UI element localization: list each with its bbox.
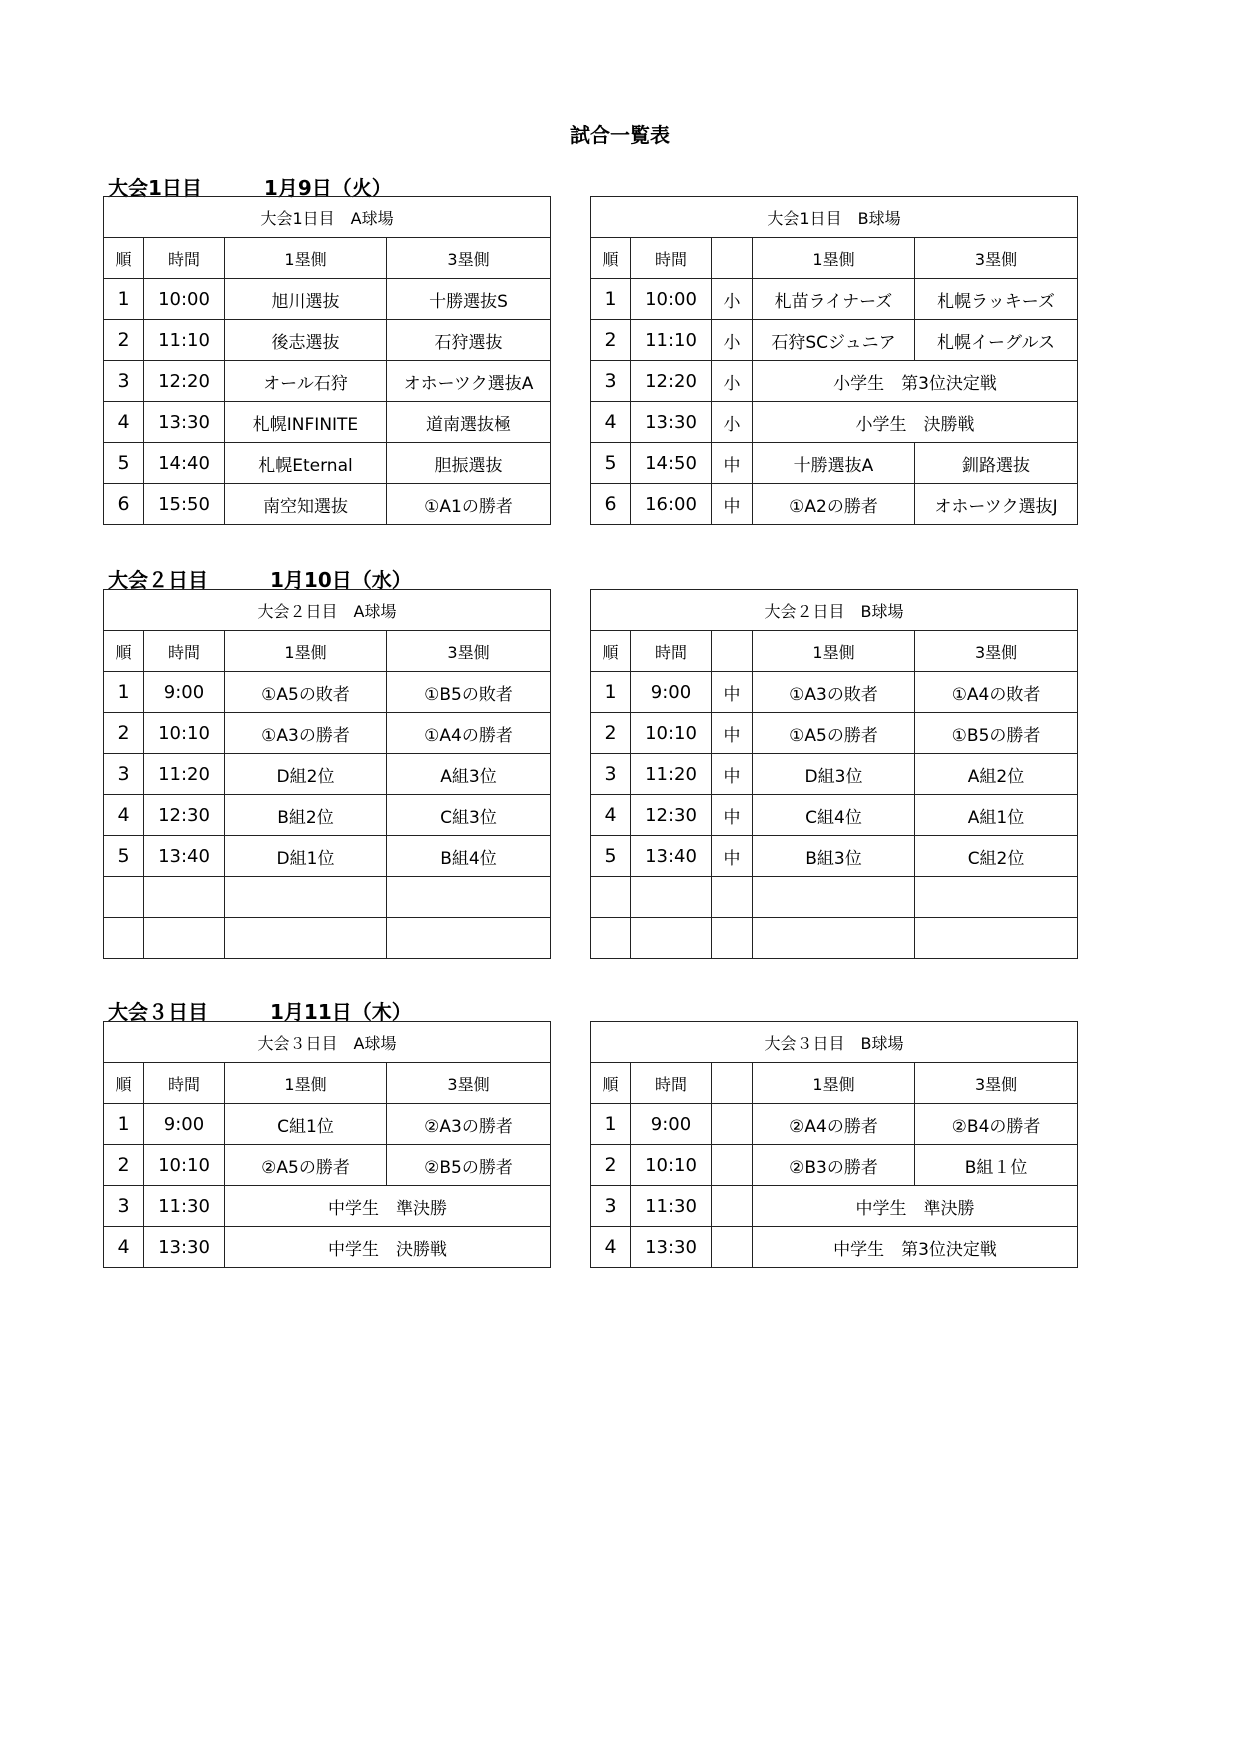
col-header-first-base: 1塁側 bbox=[753, 1063, 915, 1104]
match-time: 13:30 bbox=[144, 1227, 225, 1268]
col-header-first-base: 1塁側 bbox=[753, 631, 915, 672]
match-description: 小学生 決勝戦 bbox=[753, 402, 1078, 443]
schedule-table-b bbox=[590, 196, 1078, 525]
col-header-time: 時間 bbox=[144, 238, 225, 279]
col-header-time: 時間 bbox=[144, 631, 225, 672]
day-date: 1月11日（木） bbox=[270, 1000, 412, 1024]
match-description: 中学生 決勝戦 bbox=[225, 1227, 551, 1268]
match-number: 5 bbox=[104, 443, 144, 484]
table-row bbox=[591, 672, 1078, 713]
division-badge bbox=[712, 1145, 753, 1186]
first-base-team: 石狩SCジュニア bbox=[753, 320, 915, 361]
match-number: 3 bbox=[104, 1186, 144, 1227]
table-row bbox=[104, 1186, 551, 1227]
first-base-team: 札幌Eternal bbox=[225, 443, 387, 484]
third-base-team: ①A4の勝者 bbox=[387, 713, 551, 754]
col-header-order: 順 bbox=[104, 1063, 144, 1104]
col-header-first-base: 1塁側 bbox=[225, 238, 387, 279]
table-row bbox=[591, 361, 1078, 402]
match-description: 中学生 準決勝 bbox=[753, 1186, 1078, 1227]
table-row bbox=[104, 877, 551, 918]
day-label: 大会３日目 bbox=[108, 1000, 208, 1024]
third-base-team: ②A3の勝者 bbox=[387, 1104, 551, 1145]
first-base-team: C組4位 bbox=[753, 795, 915, 836]
field-caption: 大会２日目 B球場 bbox=[591, 590, 1078, 631]
match-time: 9:00 bbox=[144, 672, 225, 713]
schedule-table-a bbox=[103, 1021, 551, 1268]
match-time bbox=[144, 918, 225, 959]
match-time: 9:00 bbox=[144, 1104, 225, 1145]
match-description: 小学生 第3位決定戦 bbox=[753, 361, 1078, 402]
match-number: 5 bbox=[591, 443, 631, 484]
match-time: 15:50 bbox=[144, 484, 225, 525]
match-number: 1 bbox=[104, 279, 144, 320]
table-row bbox=[591, 484, 1078, 525]
schedule-table-a bbox=[103, 196, 551, 525]
division-badge: 中 bbox=[712, 795, 753, 836]
first-base-team: ①A3の敗者 bbox=[753, 672, 915, 713]
match-time: 14:50 bbox=[631, 443, 712, 484]
table-row bbox=[591, 443, 1078, 484]
first-base-team: 十勝選抜A bbox=[753, 443, 915, 484]
division-badge: 中 bbox=[712, 836, 753, 877]
third-base-team: ②B4の勝者 bbox=[915, 1104, 1078, 1145]
table-row bbox=[104, 1104, 551, 1145]
match-description: 中学生 第3位決定戦 bbox=[753, 1227, 1078, 1268]
match-number: 1 bbox=[104, 672, 144, 713]
first-base-team: D組2位 bbox=[225, 754, 387, 795]
match-number: 3 bbox=[591, 1186, 631, 1227]
match-number: 5 bbox=[591, 836, 631, 877]
match-number: 4 bbox=[591, 1227, 631, 1268]
division-badge bbox=[712, 1186, 753, 1227]
col-header-division bbox=[712, 631, 753, 672]
table-row bbox=[104, 484, 551, 525]
first-base-team: ②A5の勝者 bbox=[225, 1145, 387, 1186]
first-base-team: B組3位 bbox=[753, 836, 915, 877]
table-caption-row bbox=[104, 197, 551, 238]
first-base-team: ①A2の勝者 bbox=[753, 484, 915, 525]
match-time: 10:10 bbox=[144, 1145, 225, 1186]
division-badge: 中 bbox=[712, 484, 753, 525]
third-base-team bbox=[387, 877, 551, 918]
match-time bbox=[144, 877, 225, 918]
match-time: 11:30 bbox=[144, 1186, 225, 1227]
third-base-team: ①B5の勝者 bbox=[915, 713, 1078, 754]
third-base-team: オホーツク選抜A bbox=[387, 361, 551, 402]
match-time: 13:30 bbox=[631, 1227, 712, 1268]
division-badge: 小 bbox=[712, 361, 753, 402]
table-row bbox=[104, 361, 551, 402]
division-badge bbox=[712, 918, 753, 959]
match-time: 11:20 bbox=[631, 754, 712, 795]
match-time: 13:30 bbox=[631, 402, 712, 443]
col-header-third-base: 3塁側 bbox=[915, 1063, 1078, 1104]
third-base-team: 札幌ラッキーズ bbox=[915, 279, 1078, 320]
table-row bbox=[591, 1227, 1078, 1268]
match-time: 16:00 bbox=[631, 484, 712, 525]
match-number: 4 bbox=[104, 795, 144, 836]
col-header-order: 順 bbox=[591, 1063, 631, 1104]
col-header-order: 順 bbox=[104, 631, 144, 672]
match-time: 12:20 bbox=[144, 361, 225, 402]
match-time: 10:10 bbox=[631, 1145, 712, 1186]
division-badge: 小 bbox=[712, 402, 753, 443]
match-time: 10:10 bbox=[631, 713, 712, 754]
match-time: 9:00 bbox=[631, 1104, 712, 1145]
first-base-team: ①A5の敗者 bbox=[225, 672, 387, 713]
match-time: 11:30 bbox=[631, 1186, 712, 1227]
schedule-table-b bbox=[590, 589, 1078, 959]
division-badge: 中 bbox=[712, 443, 753, 484]
table-row bbox=[104, 918, 551, 959]
first-base-team: 旭川選抜 bbox=[225, 279, 387, 320]
third-base-team: オホーツク選抜J bbox=[915, 484, 1078, 525]
table-caption-row bbox=[591, 590, 1078, 631]
table-row bbox=[591, 1104, 1078, 1145]
col-header-time: 時間 bbox=[144, 1063, 225, 1104]
match-number: 4 bbox=[104, 402, 144, 443]
table-row bbox=[104, 713, 551, 754]
schedule-table-a bbox=[103, 589, 551, 959]
match-number: 2 bbox=[591, 320, 631, 361]
match-number bbox=[591, 918, 631, 959]
table-row bbox=[591, 1186, 1078, 1227]
match-number bbox=[591, 877, 631, 918]
day-label: 大会1日目 bbox=[108, 176, 202, 200]
match-time bbox=[631, 918, 712, 959]
col-header-order: 順 bbox=[591, 238, 631, 279]
division-badge bbox=[712, 1227, 753, 1268]
field-caption: 大会1日目 A球場 bbox=[104, 197, 551, 238]
col-header-first-base: 1塁側 bbox=[753, 238, 915, 279]
match-time: 10:00 bbox=[144, 279, 225, 320]
match-time: 9:00 bbox=[631, 672, 712, 713]
first-base-team: ①A5の勝者 bbox=[753, 713, 915, 754]
table-row bbox=[591, 1145, 1078, 1186]
first-base-team: B組2位 bbox=[225, 795, 387, 836]
third-base-team bbox=[387, 918, 551, 959]
header-row bbox=[591, 1063, 1078, 1104]
third-base-team: C組2位 bbox=[915, 836, 1078, 877]
first-base-team: ②B3の勝者 bbox=[753, 1145, 915, 1186]
third-base-team: A組3位 bbox=[387, 754, 551, 795]
match-number: 3 bbox=[591, 361, 631, 402]
match-number bbox=[104, 877, 144, 918]
match-number: 6 bbox=[591, 484, 631, 525]
table-row bbox=[591, 713, 1078, 754]
first-base-team bbox=[753, 918, 915, 959]
match-number: 4 bbox=[591, 402, 631, 443]
third-base-team: A組2位 bbox=[915, 754, 1078, 795]
first-base-team: オール石狩 bbox=[225, 361, 387, 402]
first-base-team bbox=[753, 877, 915, 918]
division-badge: 中 bbox=[712, 754, 753, 795]
third-base-team bbox=[915, 918, 1078, 959]
match-number: 2 bbox=[104, 713, 144, 754]
col-header-time: 時間 bbox=[631, 238, 712, 279]
col-header-order: 順 bbox=[104, 238, 144, 279]
field-caption: 大会３日目 B球場 bbox=[591, 1022, 1078, 1063]
third-base-team: C組3位 bbox=[387, 795, 551, 836]
table-row bbox=[104, 672, 551, 713]
match-time: 12:20 bbox=[631, 361, 712, 402]
match-description: 中学生 準決勝 bbox=[225, 1186, 551, 1227]
first-base-team: 後志選抜 bbox=[225, 320, 387, 361]
match-number: 2 bbox=[104, 320, 144, 361]
table-row bbox=[104, 1145, 551, 1186]
table-row bbox=[591, 402, 1078, 443]
first-base-team: C組1位 bbox=[225, 1104, 387, 1145]
col-header-first-base: 1塁側 bbox=[225, 1063, 387, 1104]
third-base-team: 道南選抜極 bbox=[387, 402, 551, 443]
header-row bbox=[591, 238, 1078, 279]
match-time: 14:40 bbox=[144, 443, 225, 484]
match-time: 12:30 bbox=[631, 795, 712, 836]
col-header-time: 時間 bbox=[631, 1063, 712, 1104]
table-row bbox=[591, 795, 1078, 836]
field-caption: 大会1日目 B球場 bbox=[591, 197, 1078, 238]
third-base-team: ②B5の勝者 bbox=[387, 1145, 551, 1186]
table-row bbox=[591, 918, 1078, 959]
field-caption: 大会３日目 A球場 bbox=[104, 1022, 551, 1063]
col-header-third-base: 3塁側 bbox=[387, 238, 551, 279]
table-row bbox=[104, 795, 551, 836]
field-caption: 大会２日目 A球場 bbox=[104, 590, 551, 631]
third-base-team: B組１位 bbox=[915, 1145, 1078, 1186]
day-date: 1月9日（火） bbox=[263, 176, 392, 200]
col-header-order: 順 bbox=[591, 631, 631, 672]
match-number: 6 bbox=[104, 484, 144, 525]
table-row bbox=[591, 877, 1078, 918]
col-header-third-base: 3塁側 bbox=[915, 631, 1078, 672]
match-number: 1 bbox=[591, 279, 631, 320]
match-time: 10:00 bbox=[631, 279, 712, 320]
table-caption-row bbox=[591, 197, 1078, 238]
division-badge: 中 bbox=[712, 713, 753, 754]
first-base-team: 札苗ライナーズ bbox=[753, 279, 915, 320]
match-time: 11:10 bbox=[631, 320, 712, 361]
third-base-team: 釧路選抜 bbox=[915, 443, 1078, 484]
day-heading bbox=[108, 569, 412, 591]
col-header-third-base: 3塁側 bbox=[915, 238, 1078, 279]
division-badge: 中 bbox=[712, 672, 753, 713]
third-base-team: A組1位 bbox=[915, 795, 1078, 836]
table-row bbox=[104, 320, 551, 361]
table-caption-row bbox=[104, 1022, 551, 1063]
match-time: 11:20 bbox=[144, 754, 225, 795]
match-number: 5 bbox=[104, 836, 144, 877]
match-number: 3 bbox=[591, 754, 631, 795]
table-row bbox=[104, 279, 551, 320]
first-base-team: 札幌INFINITE bbox=[225, 402, 387, 443]
table-row bbox=[104, 754, 551, 795]
third-base-team bbox=[915, 877, 1078, 918]
col-header-division bbox=[712, 238, 753, 279]
day-date: 1月10日（水） bbox=[270, 568, 412, 592]
match-time: 12:30 bbox=[144, 795, 225, 836]
day-heading bbox=[108, 1001, 412, 1023]
col-header-third-base: 3塁側 bbox=[387, 631, 551, 672]
schedule-table-b bbox=[590, 1021, 1078, 1268]
table-row bbox=[104, 836, 551, 877]
table-row bbox=[591, 754, 1078, 795]
match-number: 2 bbox=[591, 713, 631, 754]
first-base-team: 南空知選抜 bbox=[225, 484, 387, 525]
third-base-team: B組4位 bbox=[387, 836, 551, 877]
first-base-team: ①A3の勝者 bbox=[225, 713, 387, 754]
table-caption-row bbox=[104, 590, 551, 631]
third-base-team: 十勝選抜S bbox=[387, 279, 551, 320]
third-base-team: 胆振選抜 bbox=[387, 443, 551, 484]
day-label: 大会２日目 bbox=[108, 568, 208, 592]
first-base-team: D組1位 bbox=[225, 836, 387, 877]
match-number: 1 bbox=[104, 1104, 144, 1145]
header-row bbox=[104, 631, 551, 672]
first-base-team: ②A4の勝者 bbox=[753, 1104, 915, 1145]
table-row bbox=[591, 320, 1078, 361]
third-base-team: ①B5の敗者 bbox=[387, 672, 551, 713]
table-row bbox=[591, 279, 1078, 320]
col-header-third-base: 3塁側 bbox=[387, 1063, 551, 1104]
match-time: 13:40 bbox=[144, 836, 225, 877]
match-time: 13:30 bbox=[144, 402, 225, 443]
match-number: 2 bbox=[104, 1145, 144, 1186]
col-header-division bbox=[712, 1063, 753, 1104]
match-time: 11:10 bbox=[144, 320, 225, 361]
third-base-team: 札幌イーグルス bbox=[915, 320, 1078, 361]
match-time bbox=[631, 877, 712, 918]
match-time: 10:10 bbox=[144, 713, 225, 754]
match-number: 4 bbox=[104, 1227, 144, 1268]
first-base-team bbox=[225, 918, 387, 959]
table-row bbox=[104, 1227, 551, 1268]
header-row bbox=[104, 1063, 551, 1104]
col-header-time: 時間 bbox=[631, 631, 712, 672]
third-base-team: ①A1の勝者 bbox=[387, 484, 551, 525]
division-badge bbox=[712, 1104, 753, 1145]
table-row bbox=[104, 443, 551, 484]
match-number: 1 bbox=[591, 672, 631, 713]
match-number: 4 bbox=[591, 795, 631, 836]
match-number: 2 bbox=[591, 1145, 631, 1186]
division-badge: 小 bbox=[712, 320, 753, 361]
header-row bbox=[104, 238, 551, 279]
match-time: 13:40 bbox=[631, 836, 712, 877]
match-number bbox=[104, 918, 144, 959]
table-row bbox=[591, 836, 1078, 877]
match-number: 3 bbox=[104, 361, 144, 402]
table-caption-row bbox=[591, 1022, 1078, 1063]
match-number: 3 bbox=[104, 754, 144, 795]
table-row bbox=[104, 402, 551, 443]
header-row bbox=[591, 631, 1078, 672]
third-base-team: 石狩選抜 bbox=[387, 320, 551, 361]
col-header-first-base: 1塁側 bbox=[225, 631, 387, 672]
third-base-team: ①A4の敗者 bbox=[915, 672, 1078, 713]
first-base-team: D組3位 bbox=[753, 754, 915, 795]
page-title: 試合一覧表 bbox=[570, 123, 670, 147]
division-badge: 小 bbox=[712, 279, 753, 320]
first-base-team bbox=[225, 877, 387, 918]
match-number: 1 bbox=[591, 1104, 631, 1145]
division-badge bbox=[712, 877, 753, 918]
